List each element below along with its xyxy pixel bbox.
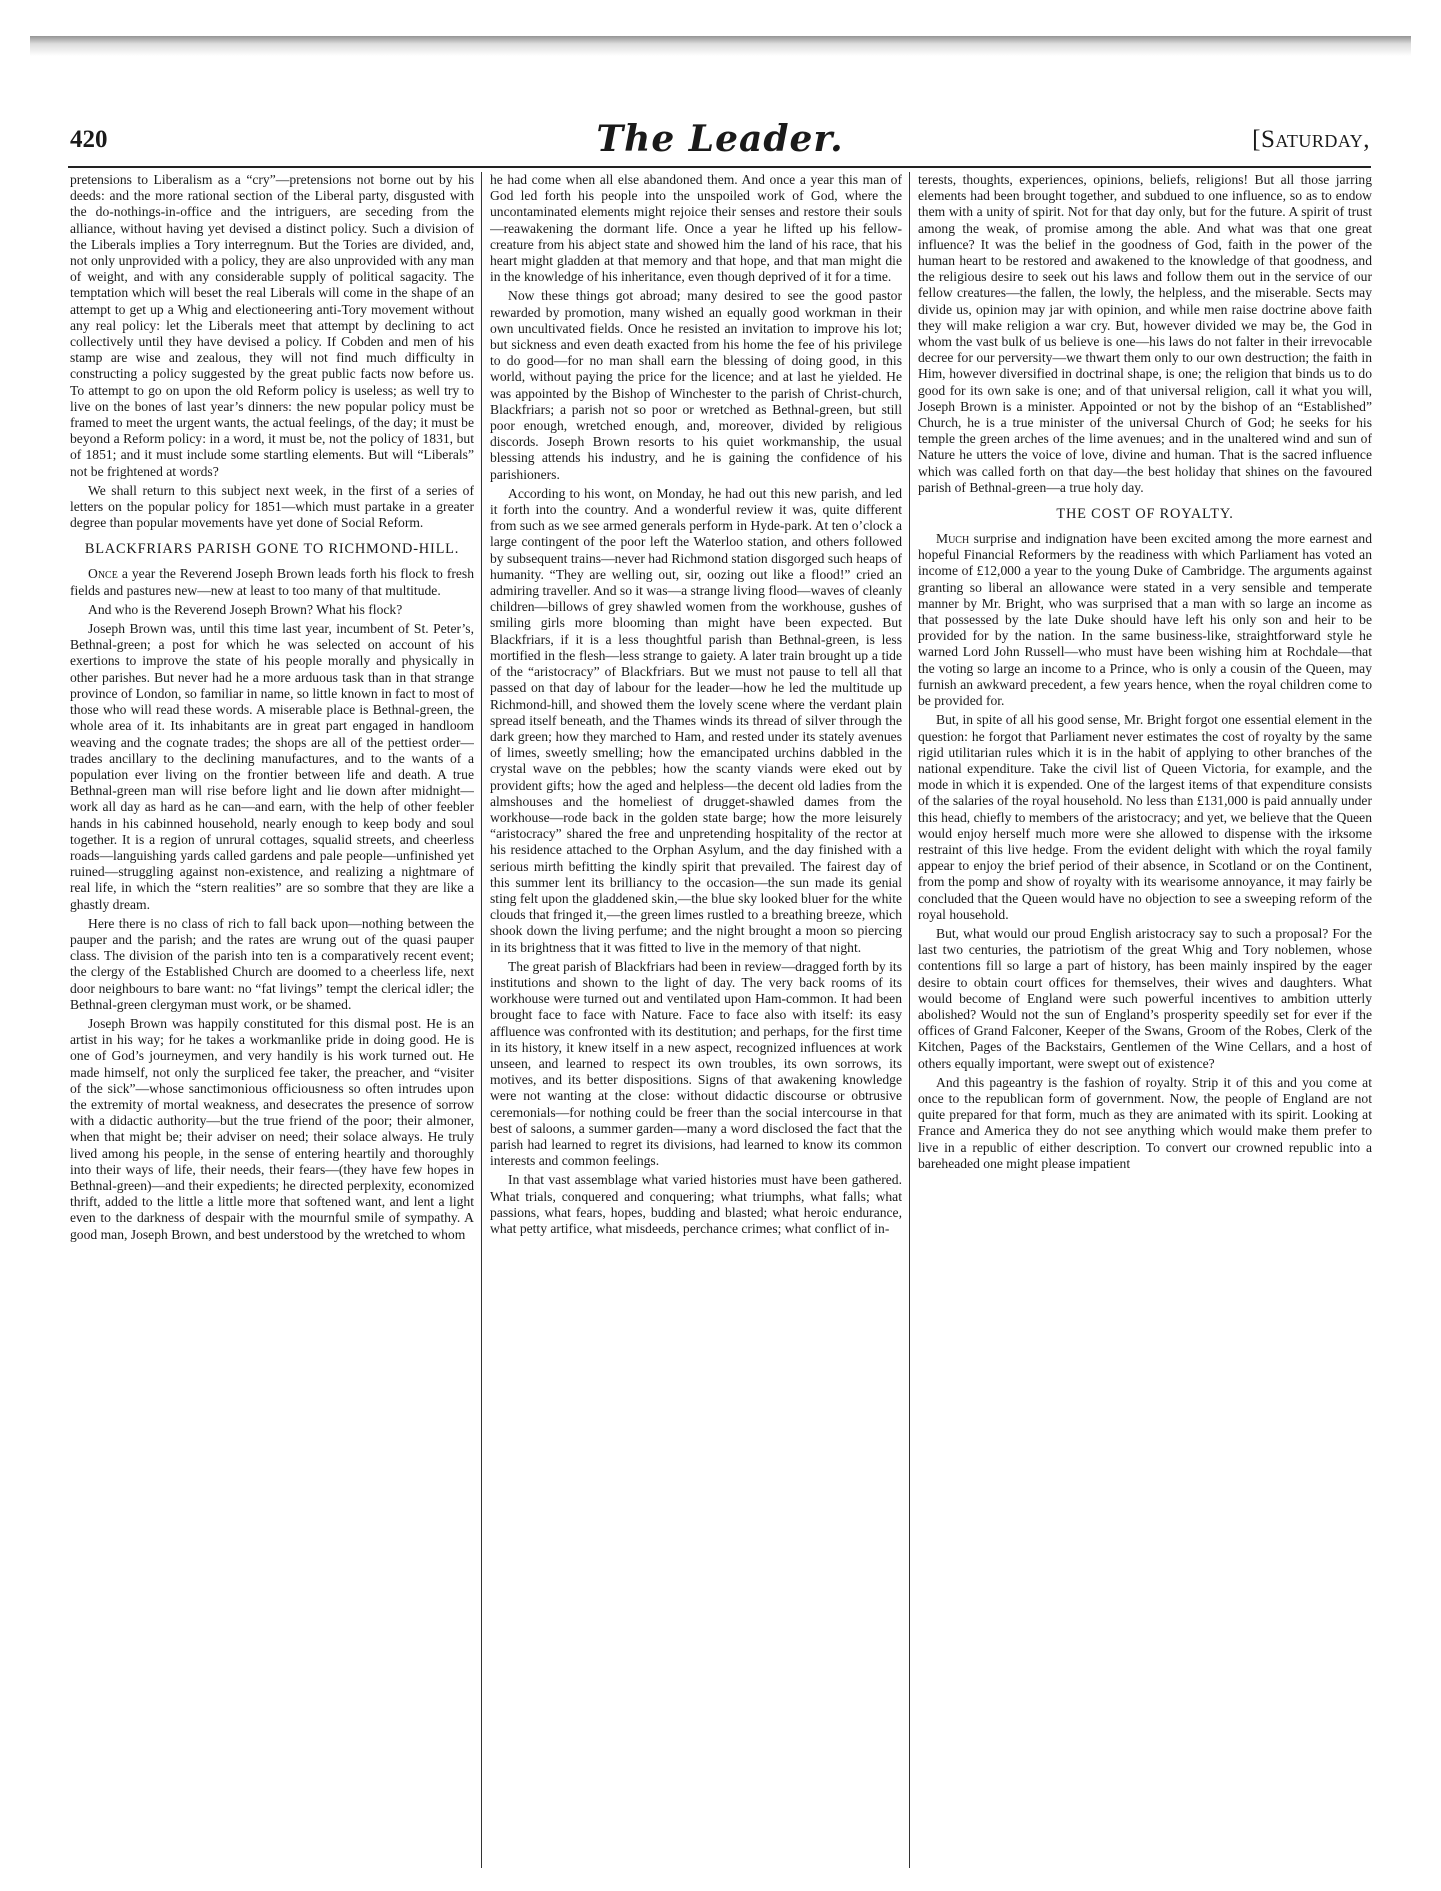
dayline: [Saturday, xyxy=(1252,126,1370,153)
page-header xyxy=(70,118,1370,166)
lead-word: Once xyxy=(88,566,118,582)
paragraph-text: surprise and indignation have been excited among the more earnest and hopeful Financial Reformers by the readiness with which Parliament has voted an income of £12,000 a year to the young Duke of Cambridge. The arguments against granting so liberal an allowance were stated in a very sensible and temperate manner by Mr. Bright, who was surprised that a man with so large an income as that possessed by the late Duke should have left his only son and heir to be provided for by the nation. In the same business-like, straightforward style he warned Lord John Russell—who must have been wishing him at Rochdale—that the voting so large an income to a Prince, who is only a cousin of the Queen, may furnish an awkward precedent, a few years hence, when the royal children come to be provided for. xyxy=(918,531,1372,709)
paragraph: Joseph Brown was, until this time last year, incumbent of St. Peter’s, Bethnal-green; a post for which he was selected on account of his exertions to improve the state of his people morally and physically in other parishes. But never had he a more arduous task than in that strange province of London, so familiar in name, so little known in fact to most of those who will read these words. A miserable place is Bethnal-green, the whole area of it. Its inhabitants are in great part engaged in handloom weaving and the cognate trades; the shops are all of the pettiest order—trades ancillary to the declining manufactures, and to the wants of a population ever living on the frontier between life and death. A true Bethnal-green man will rise before light and lie down after midnight—work all day as hard as he can—and earn, with the help of other feebler hands in his cabinned household, nearly enough to keep body and soul together. It is a region of unrural cottages, squalid streets, and cheerless roads—languishing yards called gardens and pale people—unfinished yet ruined—struggling against non-existence, and realizing a nightmare of real life, in which the “stern realities” are so sombre that they are like a ghastly dream. xyxy=(70,621,474,912)
paragraph: terests, thoughts, experiences, opinions, beliefs, religions! But all those jarring elements had been brought together, and subdued to one influence, so as to endow them with a unity of spirit. Not for that day only, but for the future. A spirit of trust among the weak, of promise among the able. And what was that one great influence? It was the belief in the goodness of God, faith in the power of the human heart to be restored and awakened to the knowledge of that goodness, and the religious desire to seek out his laws and follow them out in the service of our fellow creatures—the fallen, the lowly, the helpless, and the miserable. Sects may divide us, opinion may jar with opinion, and while men raise doctrine above faith they will make religion a war cry. But, however divided we may be, the God in whom the vast bulk of us believe is one—his laws do not falter in their irrevocable decree for our perversity—we thwart them only to our own destruction; the faith in Him, however diversified in doctrinal shape, is one; the religion that binds us to do good for its own sake is one; and of that universal religion, call it what you will, Joseph Brown is a minister. Appointed or not by the bishop of an “Established” Church, he is a true minister of the universal Church of God; he seeks for his temple the green arches of the lime avenues; and in the unaltered wind and sun of Nature he utters the voice of love, divine and human. That is the sacred influence which was called forth on that day—the best holiday that shines on the favoured parish of Bethnal-green—a true holy day. xyxy=(918,172,1372,495)
column-3 xyxy=(918,172,1372,1862)
scan-edge-shadow xyxy=(30,36,1411,56)
paragraph: But, in spite of all his good sense, Mr. Bright forgot one essential element in the question: he forgot that Parliament never estimates the cost of royalty by the same rigid utilitarian rules which it is in the habit of applying to other branches of the national expenditure. Take the civil list of Queen Victoria, for example, and the mode in which it is expended. One of the largest items of that expenditure consists of the salaries of the royal household. No less than £131,000 is paid annually under this head, chiefly to members of the aristocracy; and yet, we believe that the Queen would enjoy herself much more were she allowed to dispense with the irksome restraint of this live hedge. From the evident delight with which the royal family appear to enjoy the brief period of their absence, in Scotland or on the Continent, from the pomp and show of royalty with its wearisome annoyance, it may fairly be concluded that the Queen would have no objection to see a sweeping reform of the royal household. xyxy=(918,712,1372,922)
paragraph: And this pageantry is the fashion of royalty. Strip it of this and you come at once to the republican form of government. Now, the people of England are not quite prepared for that form, much as they are animated with its spirit. Looking at France and America they do not see anything which would make them prefer to live in a republic of either description. To convert our crowned republic into a bareheaded one might please impatient xyxy=(918,1074,1372,1171)
column-divider xyxy=(909,172,910,1868)
paragraph: But, what would our proud English aristocracy say to such a proposal? For the last two centuries, the patriotism of the great Whig and Tory noblemen, whose contentions fill so large a part of history, has been mainly inspired by the eager desire to obtain court offices for themselves, their wives and daughters. What would become of England were such powerful incentives to ambition utterly abolished? Would not the sun of England’s prosperity speedily set for ever if the offices of Grand Falconer, Keeper of the Swans, Groom of the Robes, Clerk of the Kitchen, Pages of the Backstairs, Gentlemen of the Wine Cellars, and a host of others equally important, were swept out of existence? xyxy=(918,925,1372,1071)
header-rule xyxy=(68,166,1371,168)
paragraph xyxy=(918,531,1372,709)
paragraph: We shall return to this subject next week, in the first of a series of letters on the popular policy for 1851—which must partake in a greater degree than popular movements have yet done of Social Reform. xyxy=(70,482,474,531)
article-columns xyxy=(70,172,1372,1872)
paragraph: In that vast assemblage what varied histories must have been gathered. What trials, conquered and conquering; what triumphs, what falls; what passions, what fears, hopes, budding and blasted; what heroic endurance, what petty artifice, what misdeeds, perchance crimes; what conflict of in- xyxy=(490,1172,902,1236)
page-number: 420 xyxy=(70,126,108,153)
paragraph: According to his wont, on Monday, he had out this new parish, and led it forth into the country. And a wonderful review it was, quite different from such as we see armed generals perform in Hyde-park. At ten o’clock a large contingent of the poor left the Waterloo station, and others followed by subsequent trains—never had Richmond station disgorged such heaps of humanity. “They are welling out, sir, oozing out like a flood!” cried an admiring traveller. And so it was—a strange living flood—waves of cleanly children—billows of grey shawled women from the workhouse, gushes of smiling girls more blooming than might have been expected. But Blackfriars, if it is a less thoughtful parish than Bethnal-green, is less mortified in the flesh—less strange to gaiety. A later train brought up a tide of the “aristocracy” of Blackfriars. But we must not pause to tell all that passed on that day of labour for the leader—how he led the multitude up Richmond-hill, and showed them the lovely scene where the verdant plain spread itself beneath, and the Thames winds its thread of silver through the dark green; how they marched to Ham, and rested under its stately avenues of limes, sweetly smelling; how the emancipated urchins dabbled in the crystal wave on the pebbles; how the scanty viands were eked out by provident gifts; how the aged and helpless—the decent old ladies from the almshouses and the homeliest of drugget-shawled dames from the workhouse—rode back in the golden state barge; how the more leisurely “aristocracy” shared the free and unpretending hospitality of the rector at his residence attached to the Orphan Asylum, and the day finished with a serious mirth befitting the kindly spirit that prevailed. The fairest day of this summer lent its brilliancy to the occasion—the sun made its genial sting felt upon the gladdened skin,—the blue sky looked bluer for the white clouds that fringed it,—the green limes rustled to a breathing breeze, which shook down the living perfume; and the night brought a moon so piercing in its brightness that it was fitted to live in the memory of that night. xyxy=(490,485,902,955)
column-1 xyxy=(70,172,474,1862)
paragraph: pretensions to Liberalism as a “cry”—pretensions not borne out by his deeds: and the more rational section of the Liberal party, disgusted with the do-nothings-in-office and the intriguers, are seceding from the alliance, without having yet devised a distinct policy. Such a division of the Liberals implies a Tory interregnum. But the Tories are divided, and, not only unprovided with a policy, they are also unprovided with any man of weight, and with any considerable supply of political sagacity. The temptation which will beset the real Liberals will come in the shape of an attempt to get up a Whig and electioneering anti-Tory movement without any real policy: let the Liberals meet that attempt by declining to act collectively until they have devised a policy. If Cobden and men of his stamp are wise and zealous, they will not find much difficulty in constructing a policy suggested by the great public facts now before us. To attempt to go on upon the old Reform policy is useless; as well try to live on the bones of last year’s dinners: the new popular policy must be framed to meet the urgent wants, the actual feelings, of the day; it must be beyond a Reform policy: in a word, it must be, not the policy of 1831, but of 1851; and it must include some startling elements. But will “Liberals” not be frightened at words? xyxy=(70,172,474,479)
paragraph xyxy=(70,566,474,598)
paragraph: The great parish of Blackfriars had been in review—dragged forth by its institutions and shown to the light of day. The very back rooms of its workhouse were turned out and ventilated upon Ham-common. It had been brought face to face with Nature. Face to face also with itself: its easy affluence was confronted with its destitution; and perhaps, for the first time in its history, it knew itself in a new aspect, recognized influences at work unseen, and learned to respect its own troubles, its own sorrows, its motives, and its better dispositions. Signs of that awakening knowledge were not wanting at the close: without didactic discourse or obtrusive ceremonials—for nothing could be freer than the social intercourse in that best of saloons, a summer garden—many a word disclosed the fact that the parish had learned to regret its divisions, had learned to know its common interests and common feelings. xyxy=(490,958,902,1169)
paragraph: Now these things got abroad; many desired to see the good pastor rewarded by promotion, many wished an equally good workman in their own uncultivated fields. Once he resisted an invitation to improve his lot; but sickness and even death exacted from his home the fee of his privilege to do good—for no man shall earn the blessing of doing good, in this world, without paying the price for the licence; and at last he yielded. He was appointed by the Bishop of Winchester to the parish of Christ-church, Blackfriars; a parish not so poor or wretched as Bethnal-green, but still poor enough, wretched enough, and, moreover, divided by religious discords. Joseph Brown resorts to his quiet workmanship, the usual blessing attends his industry, and he is gaining the confidence of his parishioners. xyxy=(490,288,902,482)
lead-word: Much xyxy=(936,531,970,547)
masthead-title: The Leader. xyxy=(596,118,844,160)
column-2 xyxy=(490,172,902,1862)
paragraph: And who is the Reverend Joseph Brown? What his flock? xyxy=(88,601,403,617)
paragraph: Here there is no class of rich to fall back upon—nothing between the pauper and the parish; and the rates are wrung out of the quasi pauper class. The division of the parish into ten is a comparatively recent event; the clergy of the Established Church are doomed to a cheerless life, next door neighbours to bare want: no “fat livings” tempt the clerical idler; the Bethnal-green clergyman must work, or be shamed. xyxy=(70,915,474,1012)
paragraph: Joseph Brown was happily constituted for this dismal post. He is an artist in his way; for he takes a workmanlike pride in doing good. He is one of God’s journeymen, and very handily is his work turned out. He made himself, not only the surpliced fee taker, the preacher, and “visiter of the sick”—whose sanctimonious officiousness so often intrudes upon the extremity of mortal weakness, and desecrates the presence of sorrow with a didactic authority—but the true friend of the poor; their almoner, when that might be; their adviser on need; their solace always. He truly lived among his people, in the sense of entering heartily and thoroughly into their ways of life, their needs, their fears—(they have few hopes in Bethnal-green)—and their expedients; he directed perplexity, economized thrift, added to the little a little more that softened want, and lent a light even to the darkness of despair with the mournful smile of sympathy. A good man, Joseph Brown, and best understood by the wretched to whom xyxy=(70,1015,474,1242)
column-divider xyxy=(481,172,482,1868)
paragraph: he had come when all else abandoned them. And once a year this man of God led forth his people into the unspoiled work of God, where the uncontaminated elements might rejoice their senses and restore their souls—reawakening the dormant life. Once a year he lifted up his fellow-creature from his abject state and showed him the land of his race, that his heart might gladden at that memory and that hope, and that man might die in the knowledge of his inheritance, even though deprived of it for a time. xyxy=(490,172,902,285)
article-headline: BLACKFRIARS PARISH GONE TO RICHMOND-HILL. xyxy=(84,541,460,558)
paragraph-text: a year the Reverend Joseph Brown leads forth his flock to fresh fields and pastures new—new at least to too many of that multitude. xyxy=(70,566,474,598)
article-headline: THE COST OF ROYALTY. xyxy=(1056,506,1234,523)
